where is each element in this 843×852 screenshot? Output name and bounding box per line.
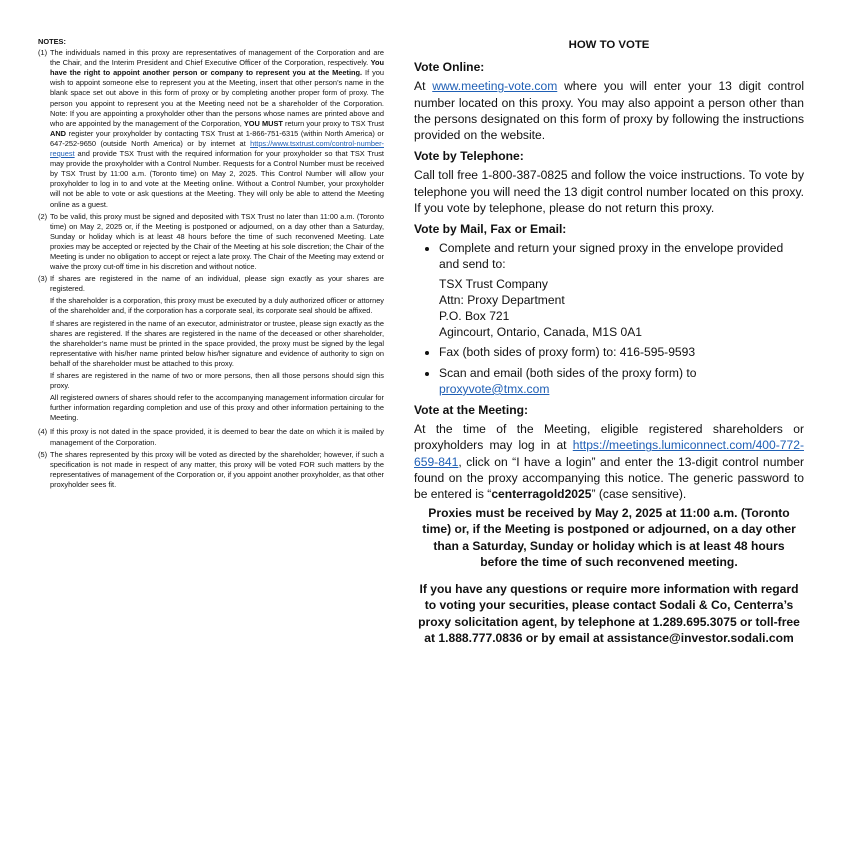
- contact-notice: If you have any questions or require more information with regard to voting your securities, please contact Sodali & Co, Centerra’s proxy solicitation agent, by telephone at 1.289.695.3075 or toll-free at 1.888.777.0836 or by email at assistance@investor.sodali.com: [418, 582, 800, 645]
- vote-online-text: [414, 78, 804, 143]
- list-item: [439, 365, 804, 397]
- note-number: (4): [38, 427, 48, 437]
- paragraph-text: where you will enter your 13 digit control number located on this proxy. You may also appoint a person other than the persons designated on this form of proxy by following the instructions provided on the website.: [414, 79, 805, 143]
- note-number: (3): [38, 274, 48, 284]
- note-body: [50, 48, 384, 210]
- list-item: [439, 240, 804, 340]
- note-text: If you wish to appoint someone else to represent you at the Meeting, insert that other person’s name in the blank space set out above in this form of proxy or by completing another proper form of proxy. The person you appoint to represent you at the Meeting need not be a shareholder of the Corporation. Note: If you are appointing a proxyholder other than the persons whose names are printed above and who are appointed by the management of the Corporation,: [50, 68, 385, 128]
- address-line: Attn: Proxy Department: [439, 292, 565, 307]
- how-to-vote-column: [414, 37, 804, 646]
- list-item: • Fax (both sides of proxy form) to: 416-595-9593: [439, 344, 804, 360]
- paragraph-text: At the time of the Meeting, eligible registered shareholders or proxyholders may log in at: [414, 422, 804, 453]
- vote-online-heading: Vote Online:: [414, 60, 485, 75]
- note-paragraph: If the shareholder is a corporation, this proxy must be executed by a duly authorized officer or attorney of the shareholder and, if the corporation has a corporate seal, its corporate seal should be affixed.: [50, 296, 384, 316]
- note-paragraph: If shares are registered in the name of an executor, administrator or trustee, please sign exactly as the shares are registered. If the shares are registered in the name of the deceased or other shareholder, the shareholder’s name must be printed in the space provided, the proxy must be signed by the legal representative with his/her name printed below his/her signature and evidence of authority to sign on behalf of the shareholder must be attached to this proxy.: [50, 318, 384, 368]
- note-paragraph: If shares are registered in the name of two or more persons, then all those persons should sign this proxy.: [50, 371, 384, 391]
- note-bold-text: AND: [50, 128, 67, 138]
- address-line: P.O. Box 721: [439, 309, 510, 324]
- vote-meeting-heading: Vote at the Meeting:: [414, 403, 528, 418]
- note-body: The shares represented by this proxy will be voted as directed by the shareholder; however, if such a specification is not made in respect of any matter, this proxy will be voted FOR such matters by the representatives of management of the Corporation or, if you appoint another proxyholder, as that other proxyholder sees fit.: [50, 449, 385, 489]
- meeting-vote-link[interactable]: www.meeting-vote.com: [432, 79, 558, 94]
- address-line: Agincourt, Ontario, Canada, M1S 0A1: [439, 325, 643, 340]
- lumiconnect-link[interactable]: https://meetings.lumiconnect.com/400-772-659-841: [414, 438, 804, 469]
- control-number-link[interactable]: https://www.tsxtrust.com/control-number-request: [50, 138, 384, 159]
- note-bold-text: You have the right to appoint another person or company to represent you at the Meeting.: [50, 58, 384, 78]
- note-paragraph: If shares are registered in the name of an individual, please sign exactly as your shares are registered.: [50, 274, 384, 294]
- paragraph-text: ” (case sensitive).: [591, 487, 687, 502]
- address-line: TSX Trust Company: [439, 276, 548, 291]
- notes-column: [38, 37, 384, 492]
- note-number: (5): [38, 449, 48, 459]
- notes-title: NOTES:: [38, 37, 66, 46]
- note-5: [38, 450, 384, 490]
- note-text: The individuals named in this proxy are representatives of management of the Corporation and are the Chair, and the Interim President and Chief Executive Officer of the Corporation, respectively.: [50, 48, 384, 68]
- note-text: return your proxy to TSX Trust: [282, 118, 385, 128]
- note-text: register your proxyholder by contacting TSX Trust at 1-866-751-6315 (within North America) or 647-252-9650 (outside North America) or by internet at: [50, 128, 384, 148]
- note-body: If this proxy is not dated in the space provided, it is deemed to bear the date on which it is mailed by management of the Corporation.: [50, 427, 384, 447]
- mailing-address: [439, 276, 804, 341]
- vote-telephone-heading: Vote by Telephone:: [414, 149, 524, 164]
- note-2: [38, 212, 384, 273]
- proxyvote-email-link[interactable]: proxyvote@tmx.com: [439, 381, 550, 396]
- note-number: (1): [38, 48, 48, 58]
- deadline-notice: Proxies must be received by May 2, 2025 at 11:00 a.m. (Toronto time) or, if the Meeting is postponed or adjourned, on a day other than a Saturday, Sunday or holiday which is at least 48 hours before the time of such reconvened meeting.: [422, 506, 796, 569]
- note-body: To be valid, this proxy must be signed and deposited with TSX Trust no later than 11:00 a.m. (Toronto time) on May 2, 2025 or, if the Meeting is postponed or adjourned, on a day other than a Saturday, Sunday or holiday which is at least 48 hours before the time of such reconvened Meeting. Late proxies may be accepted or rejected by the Chair of the Meeting at his sole discretion; the Chair of the Meeting is under no obligation to accept or reject a late proxy. The Chair of the Meeting may extend or waive the proxy cut-off time in his discretion and without notice.: [50, 211, 384, 272]
- vote-meeting-text: [414, 421, 804, 502]
- note-bold-text: YOU MUST: [243, 118, 283, 128]
- mail-options-list: [414, 240, 804, 397]
- paragraph-text: , click on “I have a login” and enter the 13-digit control number found on the proxy accompanying this notice. The generic password to be entered is “: [414, 454, 804, 502]
- note-number: (2): [38, 211, 48, 221]
- note-paragraph: All registered owners of shares should refer to the accompanying management information circular for further information regarding completion and use of this proxy and other information pertaining to the Meeting.: [50, 393, 384, 423]
- password-text: centerragold2025: [491, 487, 592, 502]
- list-item-text: Scan and email (both sides of the proxy form) to: [439, 365, 697, 380]
- note-4: [38, 427, 384, 447]
- paragraph-text: At: [414, 79, 433, 94]
- vote-mail-heading: Vote by Mail, Fax or Email:: [414, 222, 567, 237]
- note-body: [50, 274, 384, 425]
- note-text: and provide TSX Trust with the required information for your proxyholder so that TSX Trust may provide the proxyholder with a Control Number. Requests for a Control Number must be received by TSX Trust by 11:00 a.m. (Toronto time) on May 2, 2025. This Control Number will allow your proxyholder to log in to and vote at the Meeting online. Without a Control Number, your proxyholder will not be able to vote or ask questions at the Meeting. They will only be able to attend the Meeting online as a guest.: [50, 149, 384, 209]
- list-item-text: Complete and return your signed proxy in the envelope provided and send to:: [439, 241, 784, 272]
- note-1: [38, 48, 384, 210]
- note-3: [38, 274, 384, 425]
- vote-telephone-text: Call toll free 1-800-387-0825 and follow the voice instructions. To vote by telephone you will need the 13 digit control number located on this proxy. If you vote by telephone, please do not return this proxy.: [414, 168, 804, 215]
- how-to-vote-title: HOW TO VOTE: [568, 39, 650, 51]
